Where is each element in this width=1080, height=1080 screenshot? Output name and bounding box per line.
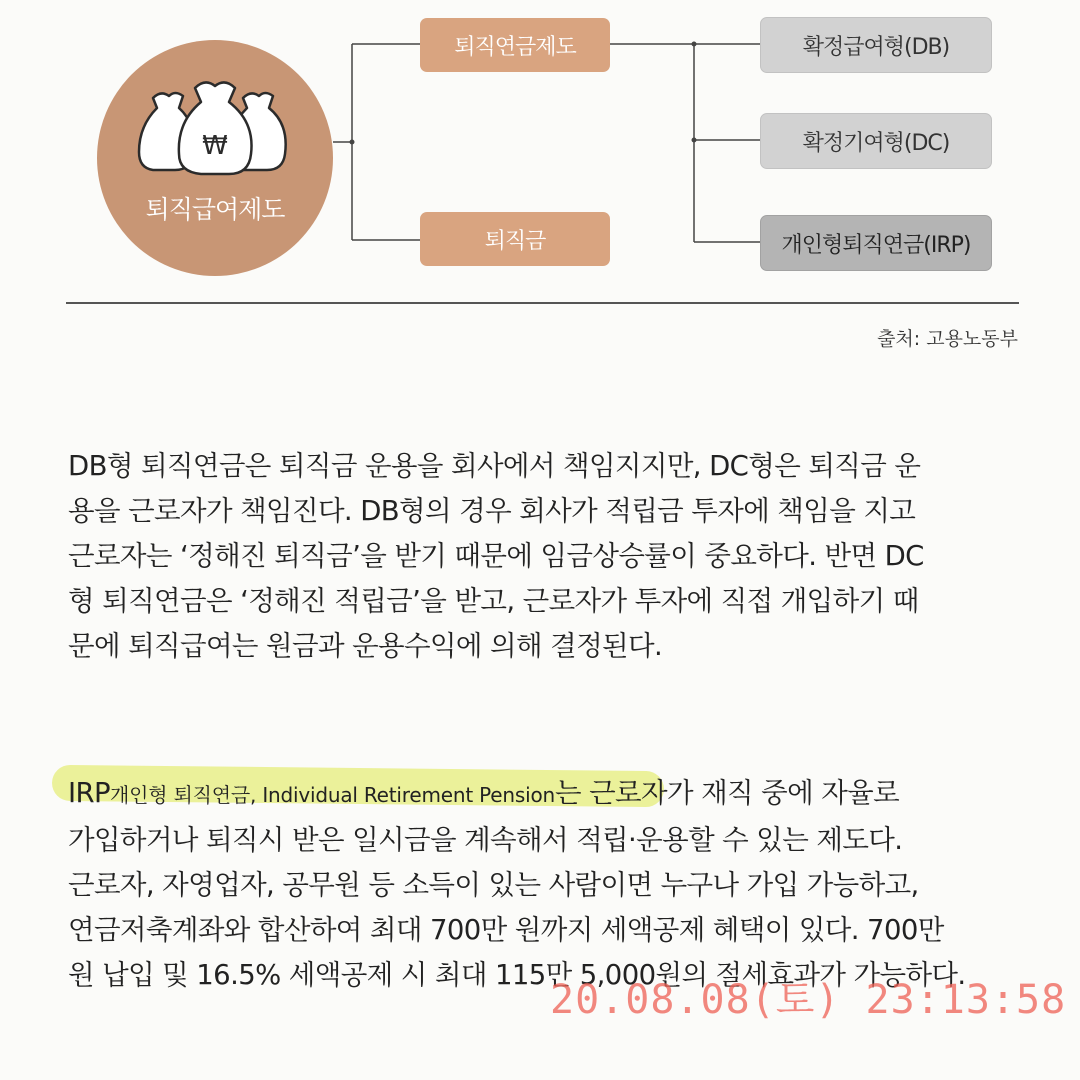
divider xyxy=(66,302,1019,304)
severance-pay-node: 퇴직금 xyxy=(420,212,610,266)
irp-term: IRP xyxy=(68,777,111,809)
irp-term-gloss: 개인형 퇴직연금, Individual Retirement Pension xyxy=(110,783,555,807)
pension-system-node: 퇴직연금제도 xyxy=(420,18,610,72)
text-line: 근로자는 ‘정해진 퇴직금’을 받기 때문에 임금상승률이 중요하다. 반면 DC xyxy=(68,540,924,572)
text-line: 용을 근로자가 책임진다. DB형의 경우 회사가 적립금 투자에 책임을 지고 xyxy=(68,495,916,527)
text-line: 연금저축계좌와 합산하여 최대 700만 원까지 세액공제 혜택이 있다. 700만 xyxy=(68,914,944,946)
retirement-benefit-diagram xyxy=(0,0,1080,300)
text-line: 문에 퇴직급여는 원금과 운용수익에 의해 결정된다. xyxy=(68,630,663,662)
date-stamp: 20.08.08(토) 23:13:58 xyxy=(550,977,1067,1023)
text-line xyxy=(68,771,1023,818)
svg-text:₩: ₩ xyxy=(202,131,228,161)
money-bags-icon xyxy=(135,70,295,180)
text-line: 근로자, 자영업자, 공무원 등 소득이 있는 사람이면 누구나 가입 가능하고, xyxy=(68,869,919,901)
paragraph-irp xyxy=(68,771,1023,998)
irp-type-node: 개인형퇴직연금(IRP) xyxy=(760,215,992,271)
text-line: 가입하거나 퇴직시 받은 일시금을 계속해서 적립·운용할 수 있는 제도다. xyxy=(68,824,903,856)
dc-type-node: 확정기여형(DC) xyxy=(760,113,992,169)
db-type-node: 확정급여형(DB) xyxy=(760,17,992,73)
root-node-label: 퇴직급여제도 xyxy=(145,195,285,224)
source-credit: 출처: 고용노동부 xyxy=(877,328,1018,350)
irp-line-rest: 는 근로자가 재직 중에 자율로 xyxy=(554,777,900,809)
text-line: DB형 퇴직연금은 퇴직금 운용을 회사에서 책임지지만, DC형은 퇴직금 운 xyxy=(68,450,921,482)
text-line: 원 납입 및 16.5% 세액공제 시 최대 115만 5,000원의 절세효과가 가능하다. xyxy=(68,959,966,991)
root-node xyxy=(97,40,333,276)
text-line: 형 퇴직연금은 ‘정해진 적립금’을 받고, 근로자가 투자에 직접 개입하기 때 xyxy=(68,585,919,617)
paragraph-db-dc xyxy=(68,444,1023,669)
